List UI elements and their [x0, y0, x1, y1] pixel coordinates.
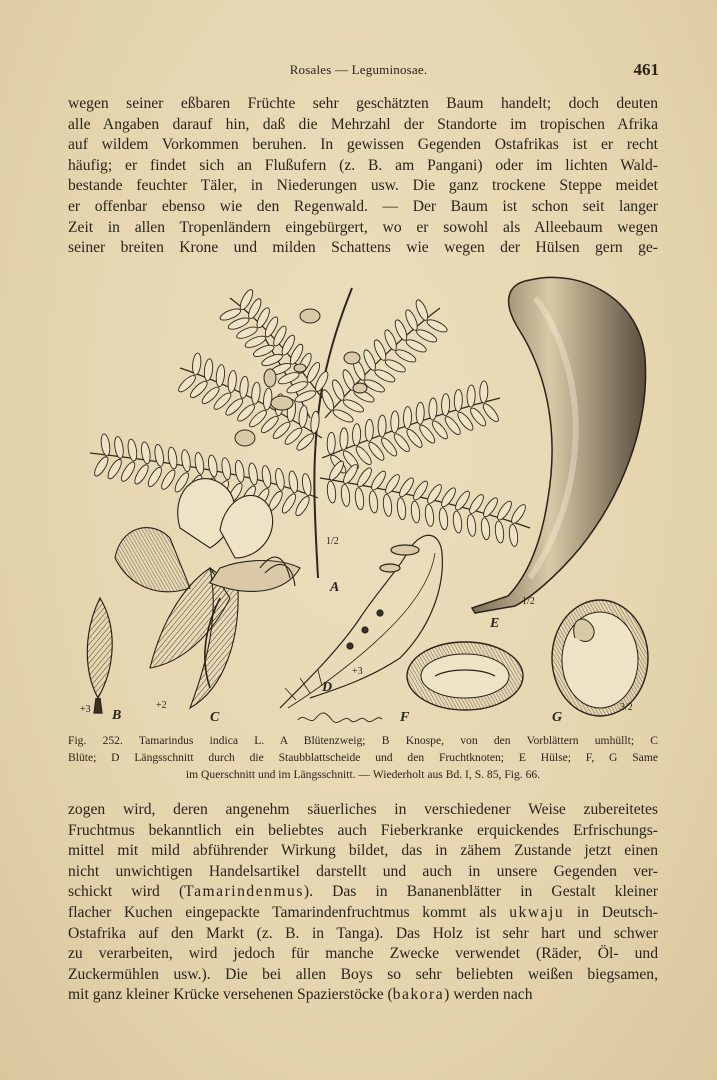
text-line: seiner breiten Krone und milden Schattens wie wegen der Hülsen gern ge-	[68, 239, 658, 257]
text-line: wegen seiner eßbaren Früchte sehr geschätzten Baum handelt; doch deuten	[68, 95, 658, 112]
text-line: er offenbar ebenso wie den Regenwald. — Der Baum ist schon seit langer	[68, 197, 658, 215]
figure-label-f: F	[400, 710, 410, 725]
figure-label-c: C	[210, 710, 220, 725]
caption-line: im Querschnitt und im Längsschnitt. — Wiederholt aus Bd. I, S. 85, Fig. 66.	[185, 768, 541, 781]
leaflet	[293, 495, 311, 518]
figure-caption	[68, 732, 658, 783]
leaflet	[239, 376, 249, 399]
text-line: nicht unwichtigen Handelsartikel darstellt und auch in unsere Gegenden ver-	[68, 862, 658, 880]
text-line: Zuckermühlen usw.). Die bei allen Boys so sehr beliebten weißen biegsamen,	[68, 965, 658, 983]
leaflet	[340, 484, 350, 507]
leaflet	[416, 402, 425, 424]
leaflet	[414, 298, 430, 321]
leaflet	[415, 327, 438, 344]
figure-label-a: A	[330, 580, 340, 595]
leaflet	[280, 492, 298, 515]
leaflet	[203, 358, 213, 381]
leaflet	[261, 465, 272, 488]
body-text-bottom	[68, 800, 658, 1006]
leaflet	[373, 367, 396, 384]
tamarind-illustration	[60, 268, 660, 728]
leaflet	[327, 432, 336, 454]
figure-label-e: E	[490, 616, 500, 631]
spaced-term: Tamarindenmus	[184, 883, 304, 901]
scale-label-g: 3/2	[620, 702, 633, 713]
text-line: mittel mit mild abführender Wirkung bildet, das in zähem Zustande jetzt einen	[68, 842, 658, 860]
leaflet	[207, 455, 218, 478]
scale-label-c: +2	[156, 700, 167, 711]
leaflet	[221, 457, 232, 480]
leaflet	[106, 458, 124, 481]
leaflet	[352, 424, 361, 446]
leaflet	[288, 470, 299, 493]
figure-label-d: D	[322, 680, 333, 695]
leaflet	[298, 405, 308, 428]
leaflet	[495, 499, 514, 522]
leaflet	[424, 504, 434, 527]
text-line: Fruchtmus bekanntlich ein beliebtes auch Fieberkranke erquickendes Erfrischungs-	[68, 821, 658, 839]
leaflet	[429, 398, 438, 420]
leaflet	[509, 503, 528, 526]
leaflet	[119, 460, 137, 483]
leaflet	[247, 463, 258, 486]
scale-label-a: 1/2	[326, 536, 339, 547]
leaflet	[382, 494, 392, 517]
text-line: häufig; er findet sich an Flußufern (z. B. am Pangani) oder im lichten Wald-	[68, 156, 658, 174]
leaflet	[396, 497, 406, 520]
leaflet	[467, 493, 486, 516]
page-number: 461	[633, 60, 659, 79]
leaflet	[251, 382, 261, 405]
leaflet	[192, 353, 202, 376]
text-span: ) werden nach	[444, 986, 533, 1004]
leaflet	[383, 328, 399, 351]
text-span: flacher Kuchen eingepackte Tamarindenfruchtmus kommt als	[68, 903, 510, 921]
text-line: zu verarbeiten, wird jedoch für manche Zwecke verwendet (Räder, Öl- und	[68, 945, 658, 963]
leaflet	[154, 444, 165, 467]
leaflet	[467, 385, 476, 407]
scale-label-d: +3	[352, 666, 363, 677]
running-title: Rosales — Leguminosae.	[289, 62, 428, 77]
caption-line: Fig. 252. Tamarindus indica L. A Blütenzweig; B Knospe, von den Vorblättern umhüllt; C	[68, 734, 658, 747]
bud-drawing	[87, 598, 112, 713]
leaflet	[425, 317, 448, 334]
leaflet	[394, 347, 417, 364]
seed-longitudinal-section-drawing	[552, 600, 648, 716]
figure-label-b: B	[112, 708, 122, 723]
leaflet	[274, 468, 285, 491]
leaflet	[340, 428, 349, 450]
leaflet	[453, 489, 472, 512]
leaflet	[92, 455, 110, 478]
text-span: ). Das in Bananenblätter in Gestalt kleiner	[303, 883, 658, 901]
leaflet	[310, 411, 320, 434]
leaflet	[227, 370, 237, 393]
leaflet	[362, 348, 378, 371]
leaflet	[438, 507, 448, 530]
leaflet	[100, 433, 111, 456]
leaflet	[330, 378, 346, 401]
leaflet	[378, 415, 387, 437]
text-line: Zeit in allen Tropenländern eingebürgert, wo er sowohl als Alleebaum wegen	[68, 218, 658, 236]
text-line	[68, 882, 658, 903]
spaced-term: ukwaju	[509, 903, 565, 921]
leaflet	[234, 460, 245, 483]
leaflet	[180, 449, 191, 472]
engraver-signature-drawing	[298, 713, 382, 723]
text-line	[68, 903, 658, 924]
leaflet	[342, 397, 365, 414]
leaflet	[159, 468, 177, 491]
leaflet	[410, 501, 420, 524]
text-line: zogen wird, deren angenehm säuerliches in verschiedener Weise zubereitetes	[68, 801, 658, 818]
flower-drawing	[115, 479, 300, 708]
leaflet	[365, 419, 374, 441]
text-line: Ostafrika auf den Markt (z. B. in Tanga). Das Holz ist sehr hart und schwer	[68, 924, 658, 942]
leaflet	[403, 407, 412, 429]
leaflet	[384, 357, 407, 374]
leaflet	[320, 388, 336, 411]
leaflet	[372, 338, 388, 361]
leaflet	[326, 481, 336, 504]
seed-cross-section-drawing	[407, 642, 523, 710]
leaflet	[393, 318, 409, 341]
leaflet	[368, 491, 378, 514]
leaflet	[494, 521, 504, 544]
leaflet	[508, 524, 518, 547]
text-span: schickt wird (	[68, 883, 185, 901]
leaflet	[263, 388, 273, 411]
scale-label-e: 1/2	[522, 596, 535, 607]
leaflet	[480, 517, 490, 540]
scale-label-b: +3	[80, 704, 91, 715]
botanical-figure	[60, 268, 660, 728]
pod-drawing	[472, 277, 646, 613]
leaflet	[466, 514, 476, 537]
text-line: alle Angaben darauf hin, daß die Mehrzahl der Standorte im tropischen Afrika	[68, 115, 658, 133]
text-span: in Deutsch-	[564, 903, 658, 921]
leaflet	[167, 447, 178, 470]
leaflet	[215, 364, 225, 387]
leaflet	[480, 381, 489, 403]
figure-label-g: G	[552, 710, 563, 725]
leaflet	[441, 394, 450, 416]
text-line: bestande feuchter Täler, in Niederungen usw. Die ganz trockene Steppe meidet	[68, 177, 658, 195]
leaflet	[331, 407, 354, 424]
text-line: auf wildem Vorkommen beruhen. In gewissen Gegenden Ostafrikas ist er recht	[68, 136, 658, 154]
spaced-term: bakora	[392, 986, 445, 1004]
caption-line: Blüte; D Längsschnitt durch die Staubblattscheide und den Fruchtknoten; E Hülse; F, G Same	[68, 751, 658, 764]
leaflet	[405, 337, 428, 354]
leaflet	[132, 463, 150, 486]
leaflet	[140, 441, 151, 464]
leaflet	[391, 411, 400, 433]
leaflet	[194, 452, 205, 475]
leaflet	[403, 308, 419, 331]
text-span: mit ganz kleiner Krücke versehenen Spazierstöcke (	[68, 986, 393, 1004]
body-text-top	[68, 94, 658, 259]
leaflet	[146, 466, 164, 489]
leaflet	[452, 511, 462, 534]
leaflet	[454, 389, 463, 411]
text-line	[68, 985, 658, 1006]
leaflet	[354, 487, 364, 510]
